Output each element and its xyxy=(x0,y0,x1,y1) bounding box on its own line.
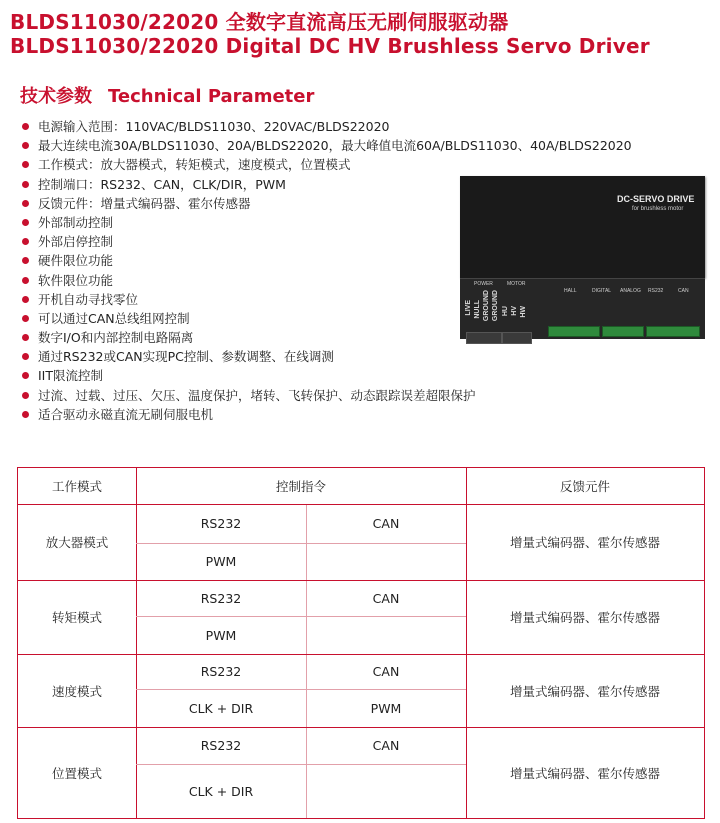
can-group-label: CAN xyxy=(678,288,689,294)
table-cell: RS232 xyxy=(200,738,242,753)
table-row-mode: 速度模式 xyxy=(51,683,102,699)
terminal-label: GROUND xyxy=(492,290,499,322)
bullet-icon xyxy=(22,181,29,188)
section-heading-cn: 技术参数 xyxy=(20,86,92,107)
bullet-icon xyxy=(22,142,29,149)
list-item: IIT限流控制 xyxy=(22,366,632,385)
list-item: 控制端口：RS232、CAN，CLK/DIR，PWM xyxy=(22,175,632,194)
bullet-icon xyxy=(22,296,29,303)
bullet-icon xyxy=(22,257,29,264)
title-chinese: BLDS11030/22020 全数字直流高压无刷伺服驱动器 xyxy=(10,10,509,34)
comm-connector xyxy=(646,326,700,337)
drive-sublabel: for brushless motor xyxy=(632,206,684,212)
table-cell: PWM xyxy=(370,700,402,716)
header-mode: 工作模式 xyxy=(51,479,102,494)
drive-housing xyxy=(460,176,705,278)
power-terminal-block xyxy=(466,332,502,344)
motor-group-label: MOTOR xyxy=(507,281,526,287)
list-item: 通过RS232或CAN实现PC控制、参数调整、在线调测 xyxy=(22,347,632,366)
bullet-icon xyxy=(22,238,29,245)
table-cell: PWM xyxy=(205,627,237,643)
bullet-icon xyxy=(22,334,29,341)
table-cell: CLK + DIR xyxy=(188,700,254,716)
table-cell xyxy=(306,764,466,818)
table-cell: RS232 xyxy=(200,516,242,531)
list-item: 工作模式：放大器模式，转矩模式，速度模式，位置模式 xyxy=(22,155,632,174)
table-row-feedback: 增量式编码器、霍尔传感器 xyxy=(509,765,660,781)
bullet-icon xyxy=(22,161,29,168)
table-cell xyxy=(306,543,466,580)
list-item: 数字I/O和内部控制电路隔离 xyxy=(22,328,632,347)
bullet-icon xyxy=(22,219,29,226)
table-cell: CLK + DIR xyxy=(188,783,254,799)
io-connector xyxy=(602,326,644,337)
analog-group-label: ANALOG xyxy=(620,288,641,294)
bullet-icon xyxy=(22,123,29,130)
table-row-feedback: 增量式编码器、霍尔传感器 xyxy=(509,610,660,625)
section-heading-en: Technical Parameter xyxy=(108,86,315,107)
bullet-icon xyxy=(22,200,29,207)
list-item: 最大连续电流30A/BLDS11030、20A/BLDS22020，最大峰值电流60A/BLDS11030、40A/BLDS22020 xyxy=(22,136,632,155)
header-feedback: 反馈元件 xyxy=(559,479,610,494)
bullet-icon xyxy=(22,411,29,418)
terminal-label: LIVE xyxy=(465,300,472,316)
table-cell: CAN xyxy=(372,590,400,606)
table-row-mode: 位置模式 xyxy=(51,765,102,781)
bullet-icon xyxy=(22,372,29,379)
list-item: 软件限位功能 xyxy=(22,271,632,290)
terminal-label: HV xyxy=(511,306,518,316)
digital-group-label: DIGITAL xyxy=(592,288,612,294)
table-row-feedback: 增量式编码器、霍尔传感器 xyxy=(509,535,660,550)
drive-label: DC-SERVO DRIVE xyxy=(617,194,695,204)
list-item: 硬件限位功能 xyxy=(22,251,632,270)
header-control: 控制指令 xyxy=(275,479,326,494)
terminal-label: GROUND xyxy=(483,290,490,322)
rs232-group-label: RS232 xyxy=(648,288,664,294)
list-item: 过流、过载、过压、欠压、温度保护，堵转、飞转保护、动态跟踪误差超限保护 xyxy=(22,386,632,405)
hall-group-label: HALL xyxy=(564,288,577,294)
servo-drive-image xyxy=(452,176,707,346)
bullet-icon xyxy=(22,315,29,322)
terminal-label: HW xyxy=(520,306,527,318)
list-item: 反馈元件：增量式编码器、霍尔传感器 xyxy=(22,194,632,213)
mode-table xyxy=(17,467,705,819)
power-group-label: POWER xyxy=(474,281,493,287)
list-item: 可以通过CAN总线组网控制 xyxy=(22,309,632,328)
section-heading xyxy=(20,82,314,108)
table-cell: RS232 xyxy=(200,664,242,679)
table-cell: PWM xyxy=(205,554,237,569)
table-row-mode: 转矩模式 xyxy=(51,610,102,625)
table-cell xyxy=(306,616,466,654)
title-english: BLDS11030/22020 Digital DC HV Brushless Servo Driver xyxy=(10,34,650,58)
table-cell: CAN xyxy=(372,738,400,753)
list-item: 电源输入范围：110VAC/BLDS11030、220VAC/BLDS22020 xyxy=(22,117,632,136)
table-cell: CAN xyxy=(372,664,400,679)
list-item: 外部制动控制 xyxy=(22,213,632,232)
list-item: 开机自动寻找零位 xyxy=(22,290,632,309)
bullet-icon xyxy=(22,392,29,399)
list-item: 适合驱动永磁直流无刷伺服电机 xyxy=(22,405,632,424)
table-row-mode: 放大器模式 xyxy=(45,535,109,550)
table-cell: RS232 xyxy=(200,590,242,606)
hall-connector xyxy=(548,326,600,337)
table-cell: CAN xyxy=(372,516,400,531)
terminal-label: HU xyxy=(502,306,509,317)
table-row-feedback: 增量式编码器、霍尔传感器 xyxy=(509,683,660,699)
bullet-icon xyxy=(22,353,29,360)
motor-terminal-block xyxy=(502,332,532,344)
terminal-label: NULL xyxy=(474,300,481,319)
bullet-icon xyxy=(22,277,29,284)
list-item: 外部启停控制 xyxy=(22,232,632,251)
